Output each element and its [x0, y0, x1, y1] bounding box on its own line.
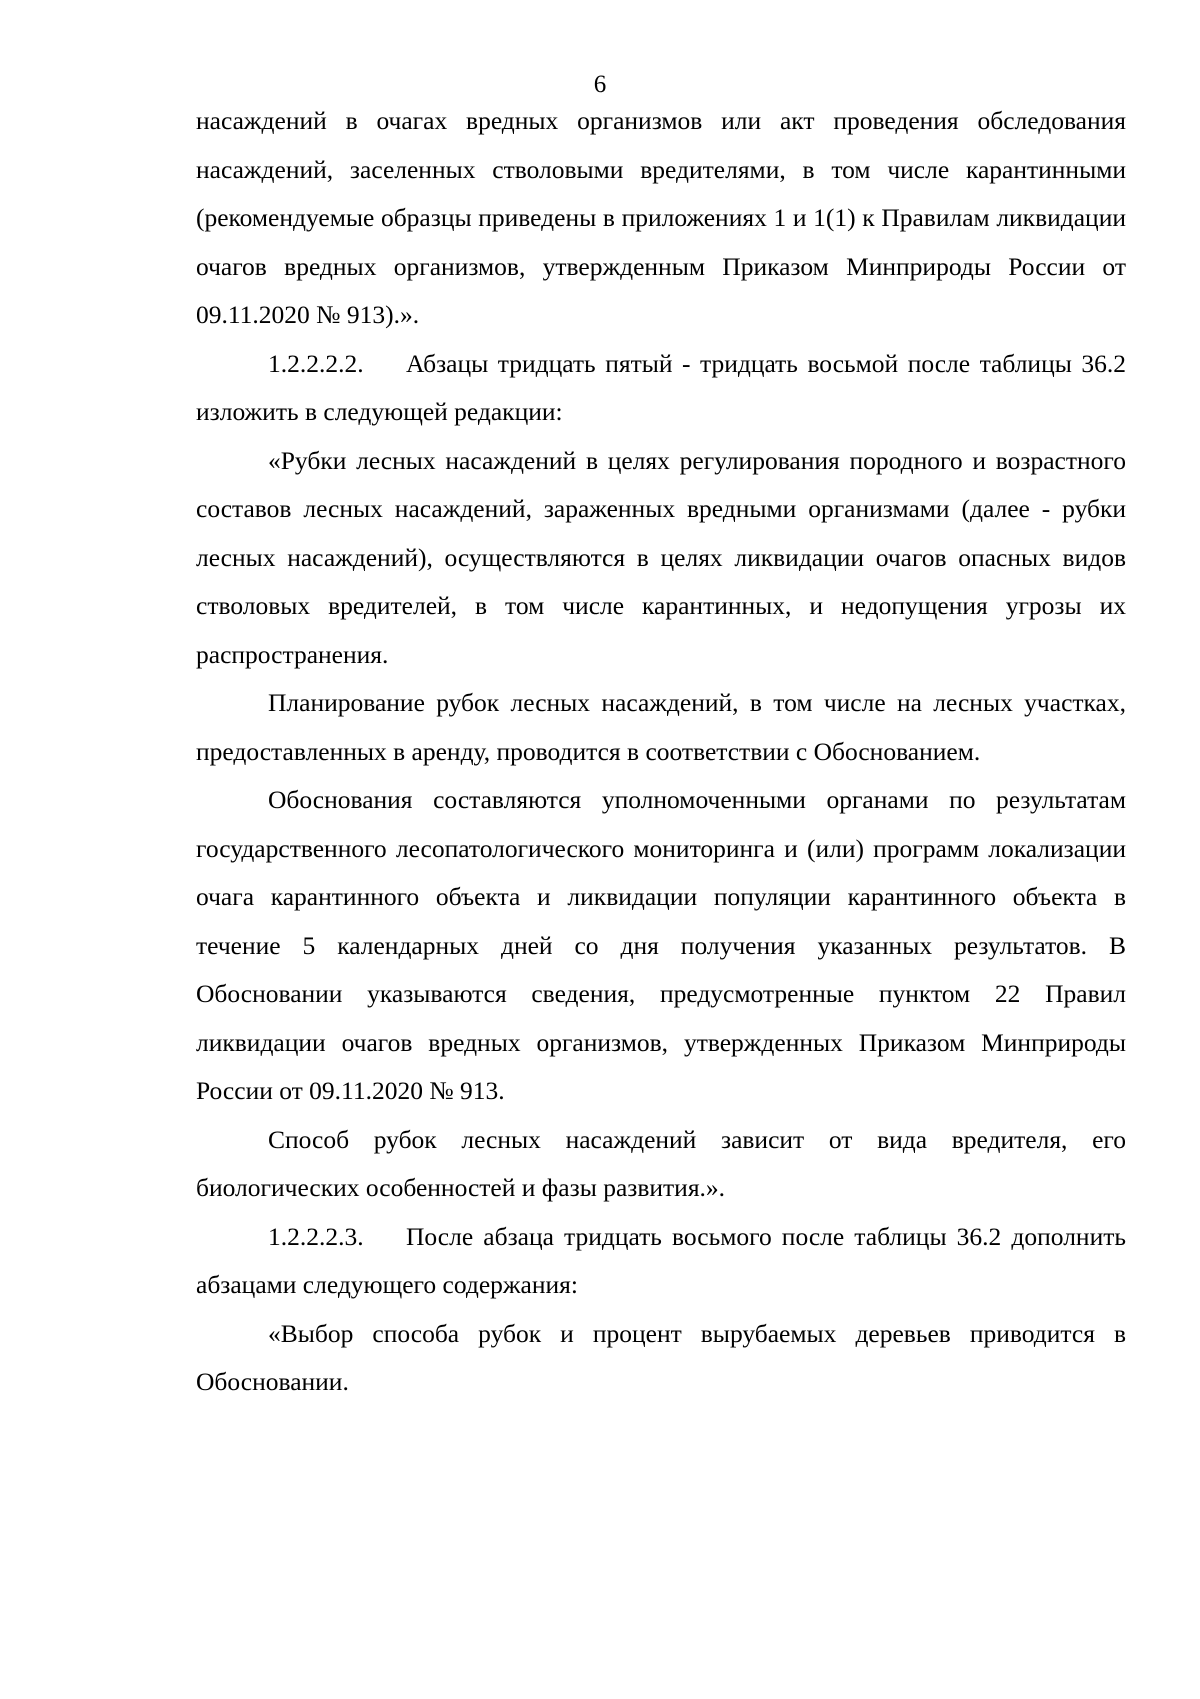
clause-number: 1.2.2.2.3. — [268, 1221, 364, 1251]
paragraph-continuation: насаждений в очагах вредных организмов или акт проведения обследования насаждений, заселенных стволовыми вредителями, в том числе карантинными (рекомендуемые образцы приведены в приложениях 1 и 1(1) к Правилам ликвидации очагов вредных организмов, утвержденным Приказом Минприроды России от 09.11.2020 № 913).». — [196, 106, 1126, 329]
document-body — [196, 97, 1126, 1407]
clause-text: После абзаца тридцать восьмого после таблицы 36.2 дополнить абзацами следующего содержания: — [196, 1221, 1126, 1299]
paragraph-clause-1-2-2-2-2 — [196, 340, 1126, 437]
paragraph-justifications: Обоснования составляются уполномоченными органами по результатам государственного лесопатологического мониторинга и (или) программ локализации очага карантинного объекта и ликвидации популяции карантинного объекта в течение 5 календарных дней со дня получения указанных результатов. В Обосновании указываются сведения, предусмотренные пунктом 22 Правил ликвидации очагов вредных организмов, утвержденных Приказом Минприроды России от 09.11.2020 № 913. — [196, 785, 1126, 1105]
paragraph-method-selection: «Выбор способа рубок и процент вырубаемых деревьев приводится в Обосновании. — [196, 1318, 1126, 1396]
paragraph-cutting-method: Способ рубок лесных насаждений зависит от вида вредителя, его биологических особенностей и фазы развития.». — [196, 1124, 1126, 1202]
clause-text: Абзацы тридцать пятый - тридцать восьмой после таблицы 36.2 изложить в следующей редакции: — [196, 348, 1126, 426]
page-number: 6 — [593, 71, 607, 98]
clause-number: 1.2.2.2.2. — [268, 348, 364, 378]
paragraph-cutting-purpose: «Рубки лесных насаждений в целях регулирования породного и возрастного составов лесных насаждений, зараженных вредными организмами (далее - рубки лесных насаждений), осуществляются в целях ликвидации очагов опасных видов стволовых вредителей, в том числе карантинных, и недопущения угрозы их распространения. — [196, 445, 1126, 669]
paragraph-cutting-planning: Планирование рубок лесных насаждений, в том числе на лесных участках, предоставленных в аренду, проводится в соответствии с Обоснованием. — [196, 688, 1126, 766]
paragraph-clause-1-2-2-2-3 — [196, 1213, 1126, 1310]
